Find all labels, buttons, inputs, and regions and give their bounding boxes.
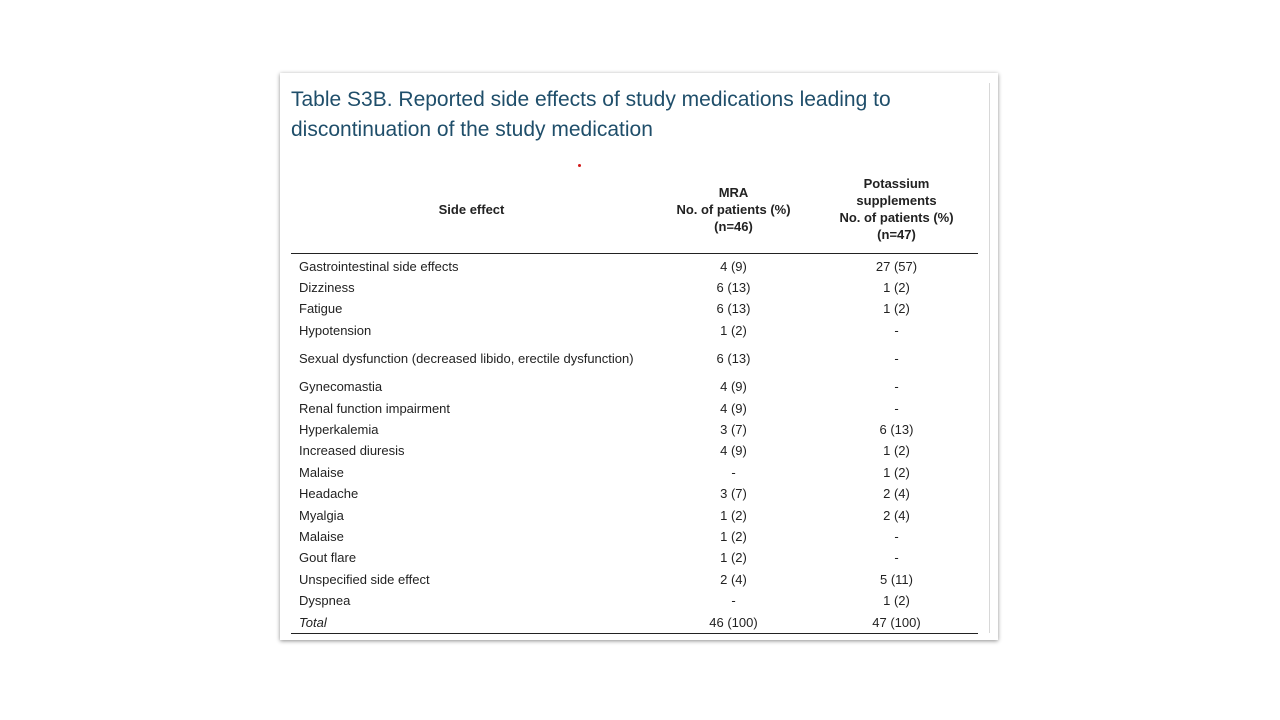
row-side-effect: Unspecified side effect bbox=[299, 571, 430, 587]
header-row bbox=[291, 165, 978, 254]
table-row bbox=[291, 299, 978, 320]
table-row bbox=[291, 254, 978, 278]
row-side-effect: Dizziness bbox=[299, 280, 355, 296]
row-side-effect: Renal function impairment bbox=[299, 400, 451, 416]
row-potassium-value: - bbox=[894, 550, 899, 566]
table-row bbox=[291, 342, 978, 377]
table-row bbox=[291, 462, 978, 483]
card-edge-line bbox=[989, 83, 990, 633]
table-card bbox=[280, 73, 998, 640]
table-row bbox=[291, 277, 978, 298]
row-mra-value: - bbox=[731, 464, 736, 480]
side-effects-table bbox=[291, 165, 978, 634]
row-potassium-value: 1 (2) bbox=[883, 464, 910, 480]
header-potassium-line-4: (n=47) bbox=[877, 227, 916, 242]
row-potassium-value: - bbox=[894, 528, 899, 544]
row-potassium-value: 6 (13) bbox=[879, 422, 914, 438]
row-side-effect: Increased diuresis bbox=[299, 443, 405, 459]
row-potassium-value: 1 (2) bbox=[883, 301, 910, 317]
row-potassium-value: - bbox=[894, 351, 899, 367]
row-side-effect: Gastrointestinal side effects bbox=[299, 258, 459, 274]
header-mra bbox=[652, 165, 815, 254]
row-mra-value: 3 (7) bbox=[720, 486, 747, 502]
row-side-effect: Hyperkalemia bbox=[299, 422, 379, 438]
table-row bbox=[291, 569, 978, 590]
row-mra-value: 1 (2) bbox=[720, 528, 747, 544]
row-potassium-value: - bbox=[894, 322, 899, 338]
total-label: Total bbox=[291, 612, 652, 634]
row-mra-value: 4 (9) bbox=[720, 400, 747, 416]
table-row bbox=[291, 526, 978, 547]
row-mra-value: 3 (7) bbox=[720, 422, 747, 438]
row-potassium-value: 2 (4) bbox=[883, 507, 910, 523]
row-mra-value: 6 (13) bbox=[716, 301, 751, 317]
row-mra-value: 4 (9) bbox=[720, 379, 747, 395]
row-potassium-value: 1 (2) bbox=[883, 593, 910, 609]
row-side-effect: Sexual dysfunction (decreased libido, erectile dysfunction) bbox=[299, 351, 634, 367]
row-side-effect: Gout flare bbox=[299, 550, 357, 566]
row-side-effect: Hypotension bbox=[299, 322, 372, 338]
row-mra-value: - bbox=[731, 593, 736, 609]
header-potassium-line-1: Potassium bbox=[863, 176, 930, 191]
row-side-effect: Dyspnea bbox=[299, 593, 351, 609]
header-mra-line-2: No. of patients (%) bbox=[676, 201, 791, 217]
header-mra-line-1: MRA bbox=[718, 184, 749, 200]
header-potassium bbox=[815, 165, 978, 254]
row-mra-value: 6 (13) bbox=[716, 351, 751, 367]
row-side-effect: Malaise bbox=[299, 528, 344, 544]
table-row bbox=[291, 505, 978, 526]
row-potassium-value: - bbox=[894, 379, 899, 395]
table-row bbox=[291, 548, 978, 569]
row-potassium-value: - bbox=[894, 400, 899, 416]
row-mra-value: 1 (2) bbox=[720, 322, 747, 338]
row-potassium-value: 1 (2) bbox=[883, 280, 910, 296]
row-side-effect: Fatigue bbox=[299, 301, 343, 317]
table-row bbox=[291, 419, 978, 440]
table-row bbox=[291, 398, 978, 419]
header-side-effect bbox=[291, 165, 652, 254]
total-row bbox=[291, 612, 978, 634]
table-row bbox=[291, 484, 978, 505]
row-potassium-value: 1 (2) bbox=[883, 443, 910, 459]
row-mra-value: 1 (2) bbox=[720, 507, 747, 523]
header-side-effect-label: Side effect bbox=[438, 201, 505, 217]
row-potassium-value: 5 (11) bbox=[880, 571, 913, 587]
table-row bbox=[291, 377, 978, 398]
row-mra-value: 1 (2) bbox=[720, 550, 747, 566]
table-row bbox=[291, 590, 978, 611]
row-side-effect: Myalgia bbox=[299, 507, 344, 523]
header-potassium-line-3: No. of patients (%) bbox=[839, 210, 954, 225]
row-potassium-value: 2 (4) bbox=[883, 486, 910, 502]
row-potassium-value: 27 (57) bbox=[875, 258, 918, 274]
total-potassium-value: 47 (100) bbox=[815, 612, 978, 634]
total-mra-value: 46 (100) bbox=[652, 612, 815, 634]
row-mra-value: 6 (13) bbox=[716, 280, 751, 296]
table-row bbox=[291, 441, 978, 462]
row-side-effect: Gynecomastia bbox=[299, 379, 383, 395]
row-mra-value: 2 (4) bbox=[720, 571, 747, 587]
header-mra-line-3: (n=46) bbox=[714, 218, 753, 234]
table-title: Table S3B. Reported side effects of study medications leading to discontinuation of the study medication bbox=[291, 88, 891, 141]
row-mra-value: 4 (9) bbox=[720, 258, 747, 274]
header-potassium-line-2: supplements bbox=[856, 193, 937, 208]
row-mra-value: 4 (9) bbox=[720, 443, 747, 459]
row-side-effect: Malaise bbox=[299, 464, 344, 480]
row-side-effect: Headache bbox=[299, 486, 359, 502]
table-row bbox=[291, 320, 978, 341]
